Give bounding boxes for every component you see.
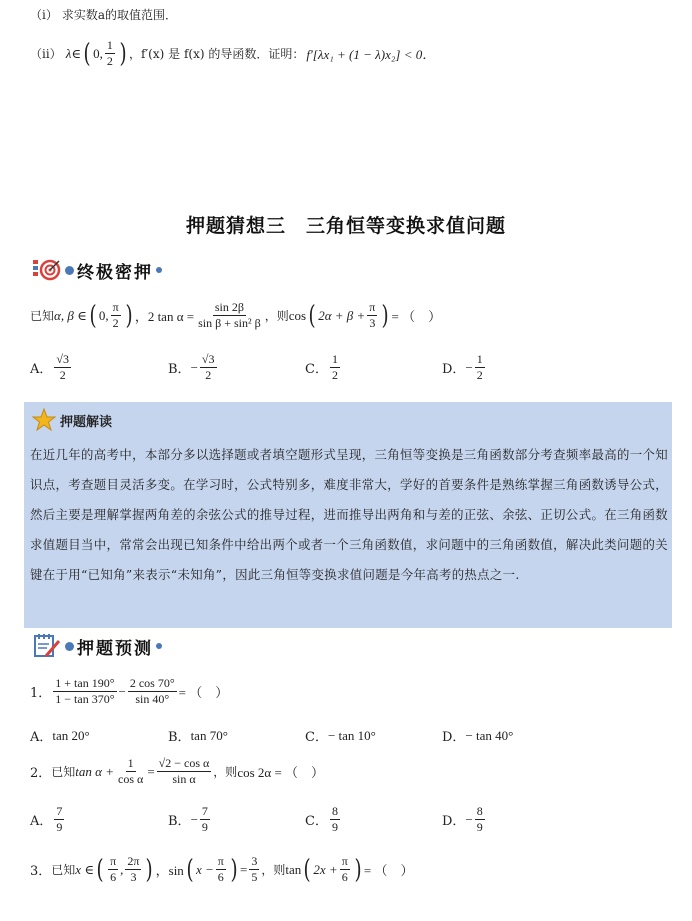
interpretation-title [32, 408, 112, 432]
dot-icon [65, 642, 74, 651]
half-fraction [105, 38, 115, 69]
main-option-c[interactable] [305, 352, 342, 383]
q1-fraction-1 [53, 676, 116, 707]
part-ii-label: （ⅱ） [30, 47, 62, 61]
frac-den: 2 [112, 316, 119, 330]
frac-den: 9 [201, 820, 208, 834]
q2-fraction-1 [116, 756, 145, 787]
main-option-b[interactable] [168, 352, 219, 383]
frac-num: 8 [331, 804, 338, 818]
frac-den: 5 [251, 870, 258, 884]
frac-num: 7 [56, 804, 63, 818]
frac-den: 2 [205, 368, 212, 382]
option-text: tan 70° [190, 727, 228, 743]
option-label: D． [442, 814, 466, 829]
option-fraction [200, 804, 210, 835]
frac-den: sin 40° [135, 692, 170, 706]
q3-value [249, 854, 259, 885]
frac-num: 7 [201, 804, 208, 818]
q3-sin-inner: x − [195, 861, 214, 877]
pi-over-2 [111, 300, 121, 331]
frac-den: 9 [56, 820, 63, 834]
q2-option-c[interactable] [305, 804, 342, 835]
option-label: C． [305, 730, 328, 745]
right-paren: ) [230, 854, 238, 885]
question-number: 3． [30, 864, 52, 879]
option-label: A． [30, 814, 53, 829]
sin-fraction [196, 300, 263, 331]
frac-num: 1 [331, 352, 338, 366]
dot-icon [65, 266, 74, 275]
left-paren: ( [89, 300, 97, 331]
frac-num: π [341, 854, 348, 868]
question-number: 1． [30, 686, 52, 701]
frac-num: 2π [127, 854, 140, 868]
q3-sin: ，sin [155, 863, 184, 878]
interval-start: 0, [98, 307, 109, 323]
predict-heading-text: 押题预测 [77, 638, 153, 659]
frac-num: π [369, 300, 376, 314]
part-i-label: （ⅰ） [30, 8, 58, 22]
left-paren: ( [303, 854, 311, 885]
question-2 [30, 756, 324, 787]
q2-fraction-2 [157, 756, 212, 787]
part-i-text: 求实数a的取值范围． [61, 8, 177, 22]
frac-den: 3 [130, 870, 137, 884]
dot-icon [156, 643, 162, 649]
ultimate-heading-text: 终极密押 [77, 262, 153, 283]
q3-tan-inner: 2x + [313, 861, 338, 877]
main-problem [30, 300, 441, 331]
frac-den: 9 [476, 820, 483, 834]
q3-tan-pi-over-6 [340, 854, 350, 885]
frac-den: sin β + sin² β [198, 316, 261, 330]
option-fraction [200, 352, 217, 383]
target-icon [32, 256, 62, 284]
equals-blank: = （ ） [391, 309, 442, 324]
part-ii-claim: f′[λx₁ + (1 − λ)x₂] < 0． [306, 47, 436, 62]
right-paren: ) [381, 300, 389, 331]
left-paren: ( [308, 300, 316, 331]
q1-option-a[interactable] [30, 726, 90, 745]
frac-num: 2 cos 70° [129, 676, 175, 690]
frac-num: 1 [127, 756, 134, 770]
part-ii-text: ，f′(x) 是 f(x) 的导函数．证明： [129, 47, 305, 61]
option-fraction [330, 352, 340, 383]
right-paren: ) [119, 38, 127, 69]
q3-pi-over-6 [216, 854, 226, 885]
option-fraction [54, 352, 71, 383]
q1-option-b[interactable] [168, 726, 228, 745]
frac-den: 2 [331, 368, 338, 382]
frac-num: π [110, 854, 117, 868]
right-paren: ) [146, 854, 154, 885]
section-title: 押题猜想三 三角恒等变换求值问题 [185, 215, 506, 237]
main-vars: α, β ∈ [54, 307, 87, 323]
q2-tail: cos 2α = （ ） [237, 765, 325, 780]
half-num: 1 [106, 38, 113, 52]
q3-interval-end [125, 854, 141, 885]
main-prefix: 已知 [30, 309, 55, 323]
right-paren: ) [354, 854, 362, 885]
option-sign: − [465, 359, 473, 375]
part-ii-line [30, 38, 435, 69]
option-fraction [475, 352, 485, 383]
frac-num: sin 2β [214, 300, 244, 314]
q3-prefix: 已知 [51, 863, 76, 877]
ultimate-heading [32, 256, 165, 284]
frac-num: √3 [201, 352, 215, 366]
q1-option-d[interactable] [442, 726, 513, 745]
then-word: ，则 [264, 309, 289, 323]
option-label: A． [30, 730, 53, 745]
notebook-icon [32, 632, 62, 660]
q2-lhs: tan α + [75, 763, 115, 779]
then-word: ，则 [213, 765, 238, 779]
left-paren: ( [96, 854, 104, 885]
right-paren: ) [125, 300, 133, 331]
frac-num: 1 + tan 190° [55, 676, 115, 690]
option-label: C． [305, 362, 328, 377]
left-paren: ( [186, 854, 194, 885]
interpretation-title-text: 押题解读 [60, 414, 113, 430]
frac-den: 1 − tan 370° [55, 692, 115, 706]
frac-den: sin α [172, 772, 196, 786]
main-option-d[interactable] [442, 352, 487, 383]
option-fraction [54, 804, 64, 835]
eq-left: ，2 tan α = [134, 309, 195, 324]
q1-option-c[interactable] [305, 726, 376, 745]
option-label: D． [442, 730, 466, 745]
frac-num: π [112, 300, 119, 314]
frac-den: 6 [217, 870, 224, 884]
q2-option-a[interactable] [30, 804, 66, 835]
option-text: − tan 10° [327, 727, 376, 743]
frac-num: 3 [251, 854, 258, 868]
option-label: D． [442, 362, 466, 377]
main-option-a[interactable] [30, 352, 73, 383]
option-label: B． [168, 730, 191, 745]
frac-den: 2 [476, 368, 483, 382]
frac-den: cos α [118, 772, 144, 786]
option-text: − tan 40° [465, 727, 514, 743]
q3-var: x ∈ [75, 861, 94, 877]
question-number: 2． [30, 766, 52, 781]
part-ii-lambda: λ∈ [65, 45, 81, 61]
part-ii-interval: 0, [93, 45, 103, 61]
frac-num: 8 [476, 804, 483, 818]
then-word: ，则 [261, 863, 286, 877]
star-icon [32, 408, 56, 432]
option-label: B． [168, 362, 191, 377]
frac-den: 2 [59, 368, 66, 382]
predict-heading [32, 632, 165, 660]
frac-num: √3 [56, 352, 69, 366]
option-sign: − [190, 811, 198, 827]
q2-prefix: 已知 [51, 765, 76, 779]
q2-option-d[interactable] [442, 804, 487, 835]
frac-den: 6 [110, 870, 117, 884]
option-fraction [475, 804, 485, 835]
frac-den: 3 [369, 316, 376, 330]
question-1 [30, 676, 228, 707]
option-label: B． [168, 814, 191, 829]
option-fraction [330, 804, 340, 835]
q3-tan: tan [285, 861, 302, 877]
cos-expr: cos [288, 307, 307, 323]
q2-option-b[interactable] [168, 804, 212, 835]
option-sign: − [190, 359, 198, 375]
q3-interval-start [108, 854, 118, 885]
cos-inner: 2α + β + [318, 307, 366, 323]
equals-sign: = [239, 861, 248, 877]
option-sign: − [465, 811, 473, 827]
q1-fraction-2 [128, 676, 177, 707]
q1-tail: = （ ） [178, 685, 229, 700]
comma: , [120, 861, 124, 877]
half-den: 2 [106, 54, 113, 68]
dot-icon [156, 267, 162, 273]
option-label: C． [305, 814, 328, 829]
frac-num: π [217, 854, 224, 868]
equals-sign: = [147, 763, 155, 779]
option-label: A． [30, 362, 53, 377]
frac-den: 6 [341, 870, 348, 884]
frac-num: √2 − cos α [158, 756, 210, 770]
question-3 [30, 854, 414, 885]
interpretation-text: 在近几年的高考中，本部分多以选择题或者填空题形式呈现，三角恒等变换是三角函数部分考查频率最高的一个知识点，考查题目灵活多变。在学习时，公式特别多，难度非常大，学好的首要条件是熟练掌握三角函数诱导公式，然后主要是理解掌握两角差的余弦公式的推导过程，进而推导出两角和与差的正弦、余弦、正切公式。在三角函数求值题目当中，常常会出现已知条件中给出两个或者一个三角函数值，求问题中的三角函数值，解决此类问题的关键在于用“已知角”来表示“未知角”，因此三角恒等变换求值问题是今年高考的热点之一. [30, 447, 668, 582]
frac-den: 9 [331, 820, 338, 834]
left-paren: ( [83, 38, 91, 69]
option-text: tan 20° [52, 727, 90, 743]
pi-over-3 [367, 300, 377, 331]
q3-tail: = （ ） [363, 863, 414, 878]
frac-num: 1 [476, 352, 483, 366]
part-i-line [30, 6, 177, 23]
minus-sign: − [118, 683, 126, 699]
